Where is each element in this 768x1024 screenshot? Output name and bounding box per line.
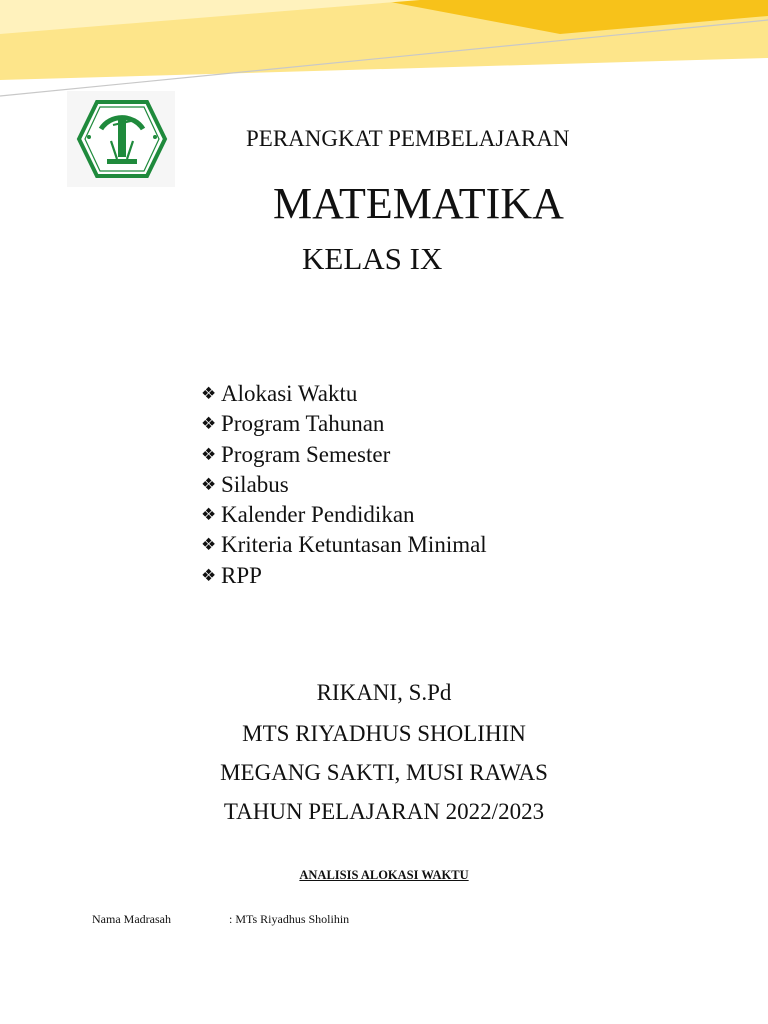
list-item [201, 470, 487, 500]
school-location: MEGANG SAKTI, MUSI RAWAS [220, 760, 548, 785]
school-emblem-icon [67, 91, 175, 187]
diamond-bullet-icon: ❖ [201, 505, 217, 526]
list-item [201, 500, 487, 530]
list-item-label: RPP [221, 562, 262, 588]
contents-list [201, 379, 487, 591]
cover-subtitle: PERANGKAT PEMBELAJARAN [246, 126, 570, 151]
list-item-label: Kriteria Ketuntasan Minimal [221, 532, 487, 558]
academic-year: TAHUN PELAJARAN 2022/2023 [223, 799, 545, 824]
diamond-bullet-icon: ❖ [201, 414, 217, 435]
list-item-label: Kalender Pendidikan [221, 502, 415, 528]
list-item [201, 530, 487, 560]
school-name: MTS RIYADHUS SHOLIHIN [242, 721, 526, 746]
diamond-bullet-icon: ❖ [201, 474, 217, 495]
cover-grade: KELAS IX [302, 241, 443, 276]
list-item-label: Program Semester [221, 441, 391, 467]
field-label: Nama Madrasah [92, 912, 171, 926]
diamond-bullet-icon: ❖ [201, 444, 217, 465]
list-item-label: Program Tahunan [221, 411, 385, 437]
diamond-bullet-icon: ❖ [201, 565, 217, 586]
list-item [201, 409, 487, 439]
list-item [201, 561, 487, 591]
cover-title: MATEMATIKA [273, 179, 564, 228]
list-item [201, 379, 487, 409]
diamond-bullet-icon: ❖ [201, 384, 217, 404]
diamond-bullet-icon: ❖ [201, 535, 217, 556]
list-item-label: Alokasi Waktu [221, 381, 358, 406]
list-item-label: Silabus [221, 471, 289, 497]
field-value: : MTs Riyadhus Sholihin [229, 912, 350, 926]
section-heading: ANALISIS ALOKASI WAKTU [299, 868, 469, 882]
author-name: RIKANI, S.Pd [316, 680, 452, 705]
list-item [201, 440, 487, 470]
